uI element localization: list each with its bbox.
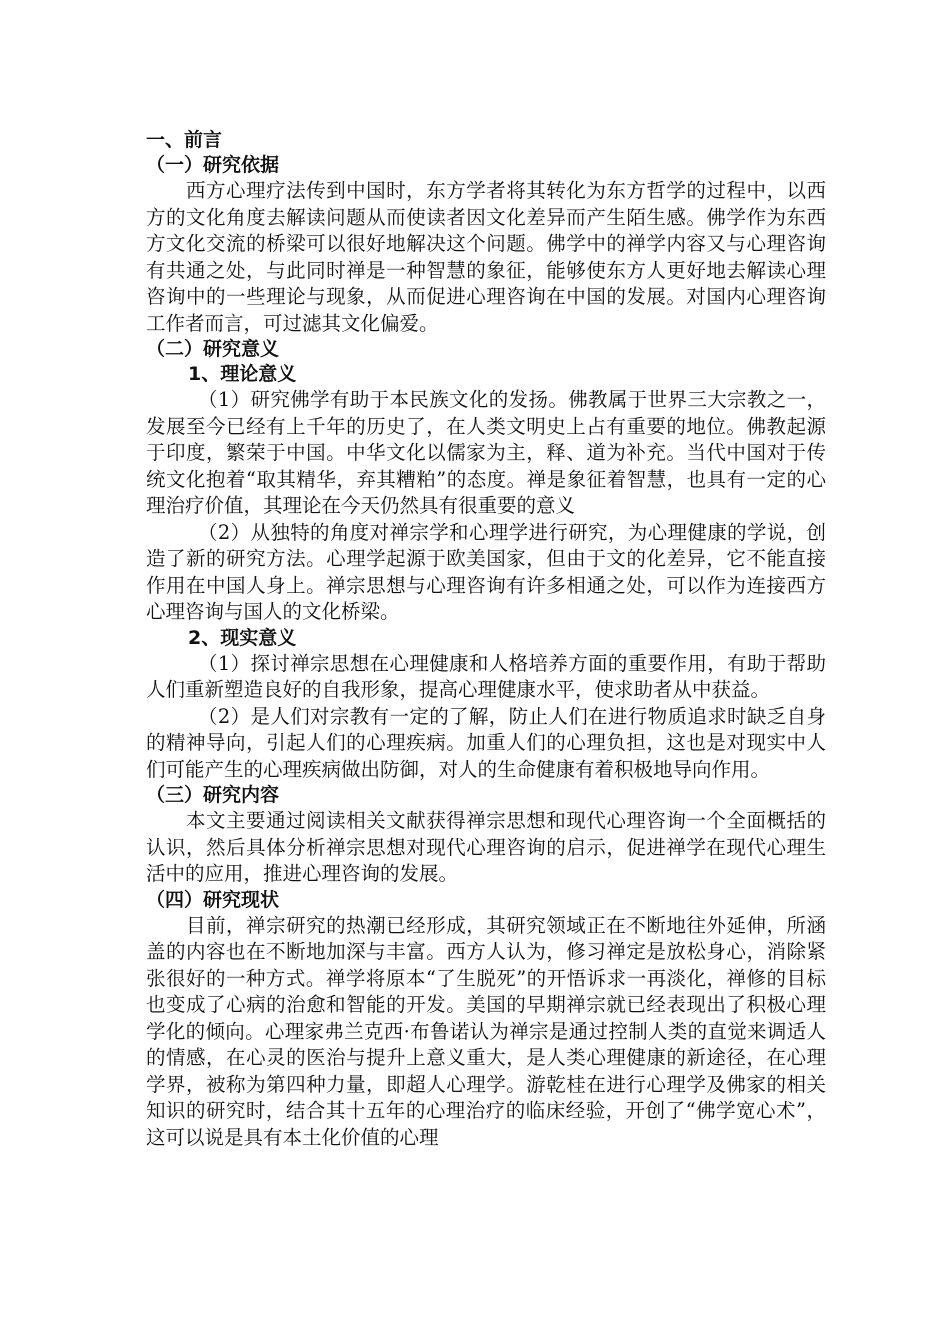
subheading-practical-significance: 2、现实意义: [188, 626, 297, 649]
paragraph-theory-2: （2）从独特的角度对禅宗学和心理学进行研究，为心理健康的学说，创造了新的研究方法。心理学起源于欧美国家，但由于文的化差异，它不能直接作用在中国人身上。禅宗思想与心理咨询有许多相通之处，可以作为连接西方心理咨询与国人的文化桥梁。: [146, 520, 826, 623]
section-heading-research-basis: （一）研究依据: [146, 154, 280, 176]
section-heading-research-significance: （二）研究意义: [146, 338, 280, 360]
paragraph-practice-2: （2）是人们对宗教有一定的了解，防止人们在进行物质追求时缺乏自身的精神导向，引起人们的心理疾病。加重人们的心理负担，这也是对现实中人们可能产生的心理疾病做出防御，对人的生命健康有着积极地导向作用。: [146, 704, 826, 781]
document-page: [146, 128, 826, 1151]
section-heading-research-content: （三）研究内容: [146, 784, 280, 806]
subheading-theoretical-significance: 1、理论意义: [188, 363, 297, 385]
section-heading-preface: 一、前言: [146, 129, 223, 151]
paragraph-practice-1: （1）探讨禅宗思想在心理健康和人格培养方面的重要作用，有助于帮助人们重新塑造良好的自我形象，提高心理健康水平，使求助者从中获益。: [146, 651, 826, 701]
paragraph-research-basis: 西方心理疗法传到中国时，东方学者将其转化为东方哲学的过程中，以西方的文化角度去解读问题从而使读者因文化差异而产生陌生感。佛学作为东西方文化交流的桥梁可以很好地解决这个问题。佛学中的禅学内容又与心理咨询有共通之处，与此同时禅是一种智慧的象征，能够使东方人更好地去解读心理咨询中的一些理论与现象，从而促进心理咨询在中国的发展。对国内心理咨询工作者而言，可过滤其文化偏爱。: [146, 179, 826, 335]
paragraph-research-content: 本文主要通过阅读相关文献获得禅宗思想和现代心理咨询一个全面概括的认识，然后具体分析禅宗思想对现代心理咨询的启示，促进禅学在现代心理生活中的应用，推进心理咨询的发展。: [146, 809, 826, 885]
paragraph-theory-1: （1）研究佛学有助于本民族文化的发扬。佛教属于世界三大宗教之一，发展至今已经有上千年的历史了，在人类文明史上占有重要的地位。佛教起源于印度，繁荣于中国。中华文化以儒家为主，释、道为补充。当代中国对于传统文化抱着“取其精华，弃其糟粕”的态度。禅是象征着智慧，也具有一定的心理治疗价值，其理论在今天仍然具有很重要的意义: [146, 388, 826, 517]
paragraph-research-status: 目前，禅宗研究的热潮已经形成，其研究领域正在不断地往外延伸，所涵盖的内容也在不断地加深与丰富。西方人认为，修习禅定是放松身心，消除紧张很好的一种方式。禅学将原本“了生脱死”的开悟诉求一再淡化，禅修的目标也变成了心病的治愈和智能的开发。美国的早期禅宗就已经表现出了积极心理学化的倾向。心理家弗兰克西·布鲁诺认为禅宗是通过控制人类的直觉来调适人的情感，在心灵的医治与提升上意义重大，是人类心理健康的新途径，在心理学界，被称为第四种力量，即超人心理学。游乾桂在进行心理学及佛家的相关知识的研究时，结合其十五年的心理治疗的临床经验，开创了“佛学宽心术”，这可以说是具有本土化价值的心理: [146, 913, 826, 1149]
section-heading-research-status: （四）研究现状: [146, 888, 280, 911]
